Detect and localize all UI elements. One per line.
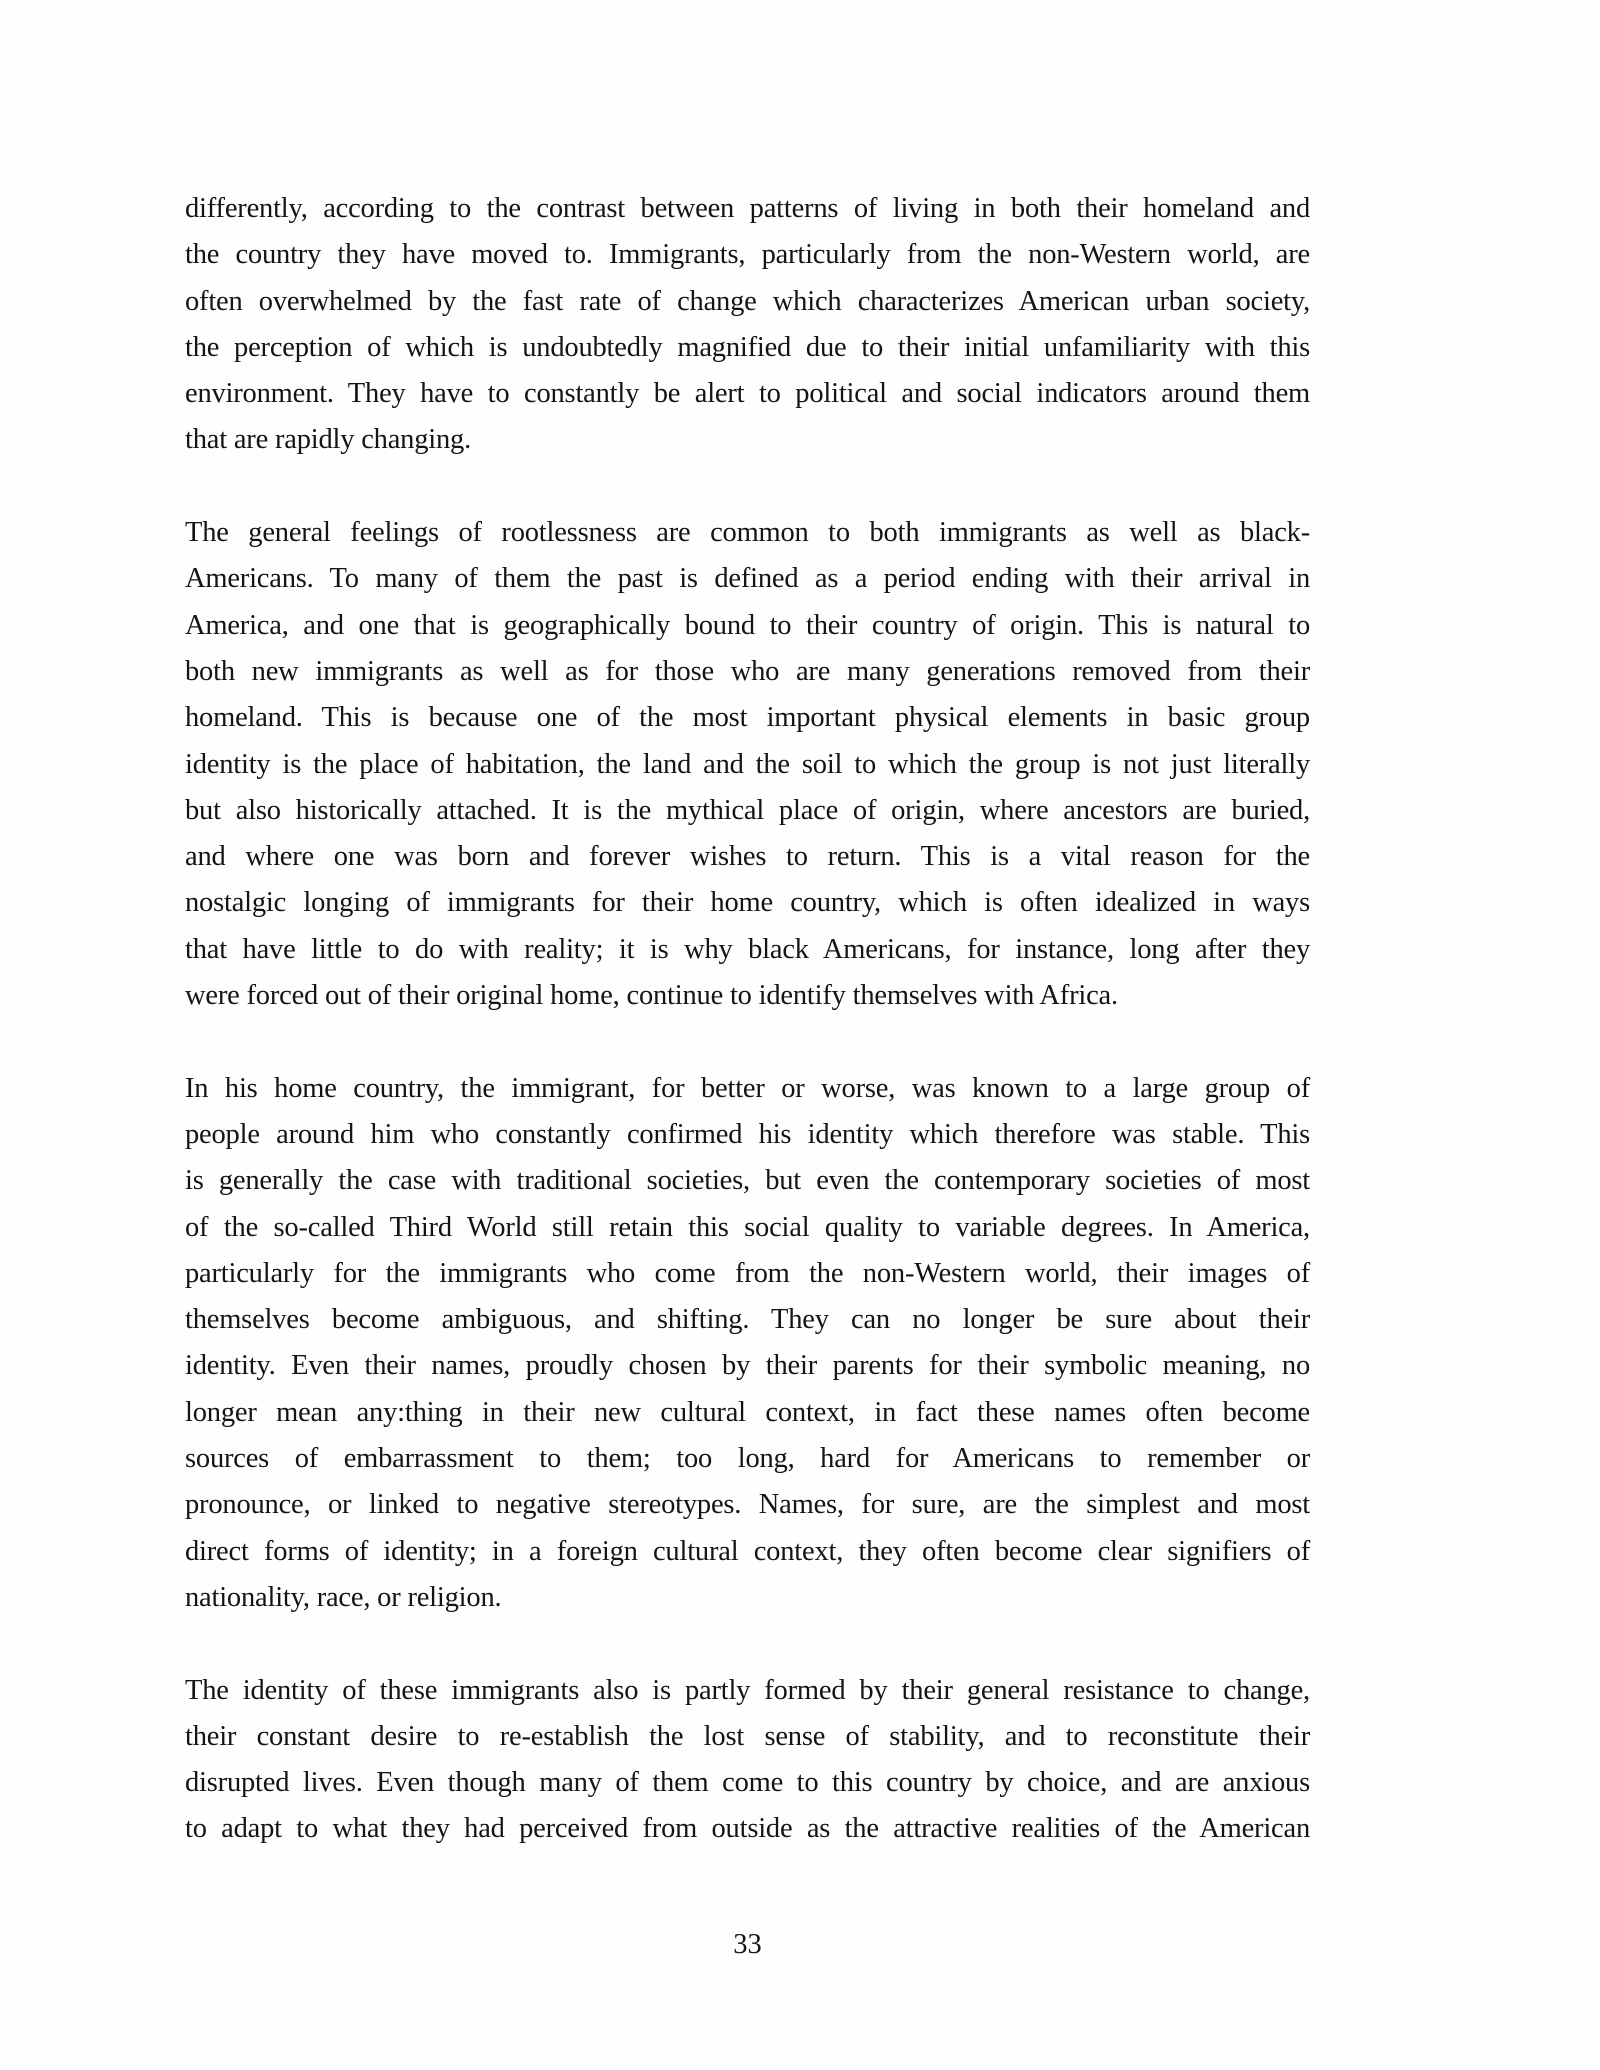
text-line: to adapt to what they had perceived from outside as the attractive realities of the American [185,1813,1310,1845]
text-line: nostalgic longing of immigrants for their home country, which is often idealized in ways [185,887,1310,919]
text-line: people around him who constantly confirmed his identity which therefore was stable. This [185,1118,1310,1150]
paragraph-3 [185,1066,1310,1622]
text-line: both new immigrants as well as for those who are many generations removed from their [185,655,1310,687]
text-line: is generally the case with traditional societies, but even the contemporary societies of most [185,1165,1310,1197]
text-line: Americans. To many of them the past is defined as a period ending with their arrival in [185,563,1310,595]
text-line: their constant desire to re-establish the lost sense of stability, and to reconstitute their [185,1720,1310,1752]
paragraph-4 [185,1668,1310,1853]
text-line: identity. Even their names, proudly chosen by their parents for their symbolic meaning, no [185,1350,1310,1382]
page-number: 33 [733,1929,762,1960]
text-line: the country they have moved to. Immigrants, particularly from the non-Western world, are [185,239,1310,271]
text-line: themselves become ambiguous, and shifting. They can no longer be sure about their [185,1304,1310,1336]
text-line: differently, according to the contrast between patterns of living in both their homeland and [185,193,1310,224]
paragraph-2 [185,510,1310,1019]
text-line: of the so-called Third World still retain this social quality to variable degrees. In America, [185,1211,1310,1243]
text-line: pronounce, or linked to negative stereotypes. Names, for sure, are the simplest and most [185,1489,1310,1521]
text-line: and where one was born and forever wishes to return. This is a vital reason for the [185,841,1310,873]
text-line: particularly for the immigrants who come from the non-Western world, their images of [185,1257,1310,1289]
text-line: disrupted lives. Even though many of them come to this country by choice, and are anxious [185,1767,1310,1799]
text-line: nationality, race, or religion. [185,1581,502,1613]
text-line: often overwhelmed by the fast rate of change which characterizes American urban society, [185,285,1310,317]
text-line: the perception of which is undoubtedly magnified due to their initial unfamiliarity with this [185,331,1310,363]
text-line: The general feelings of rootlessness are common to both immigrants as well as black- [185,517,1310,549]
text-line: identity is the place of habitation, the land and the soil to which the group is not just literally [185,748,1310,780]
body-text [185,186,1310,1899]
text-line: longer mean any:thing in their new cultural context, in fact these names often become [185,1396,1310,1428]
paragraph-1 [185,186,1310,464]
text-line: homeland. This is because one of the most important physical elements in basic group [185,702,1310,734]
text-line: that have little to do with reality; it is why black Americans, for instance, long after they [185,933,1310,965]
text-line: sources of embarrassment to them; too long, hard for Americans to remember or [185,1443,1310,1475]
text-line: In his home country, the immigrant, for better or worse, was known to a large group of [185,1072,1310,1104]
text-line: environment. They have to constantly be alert to political and social indicators around them [185,378,1310,410]
text-line: that are rapidly changing. [185,424,472,456]
text-line: were forced out of their original home, continue to identify themselves with Africa. [185,980,1118,1012]
text-line: America, and one that is geographically bound to their country of origin. This is natural to [185,609,1310,641]
text-line: but also historically attached. It is the mythical place of origin, where ancestors are buried, [185,794,1310,826]
text-line: direct forms of identity; in a foreign cultural context, they often become clear signifiers of [185,1535,1310,1567]
text-line: The identity of these immigrants also is partly formed by their general resistance to change, [185,1674,1310,1706]
